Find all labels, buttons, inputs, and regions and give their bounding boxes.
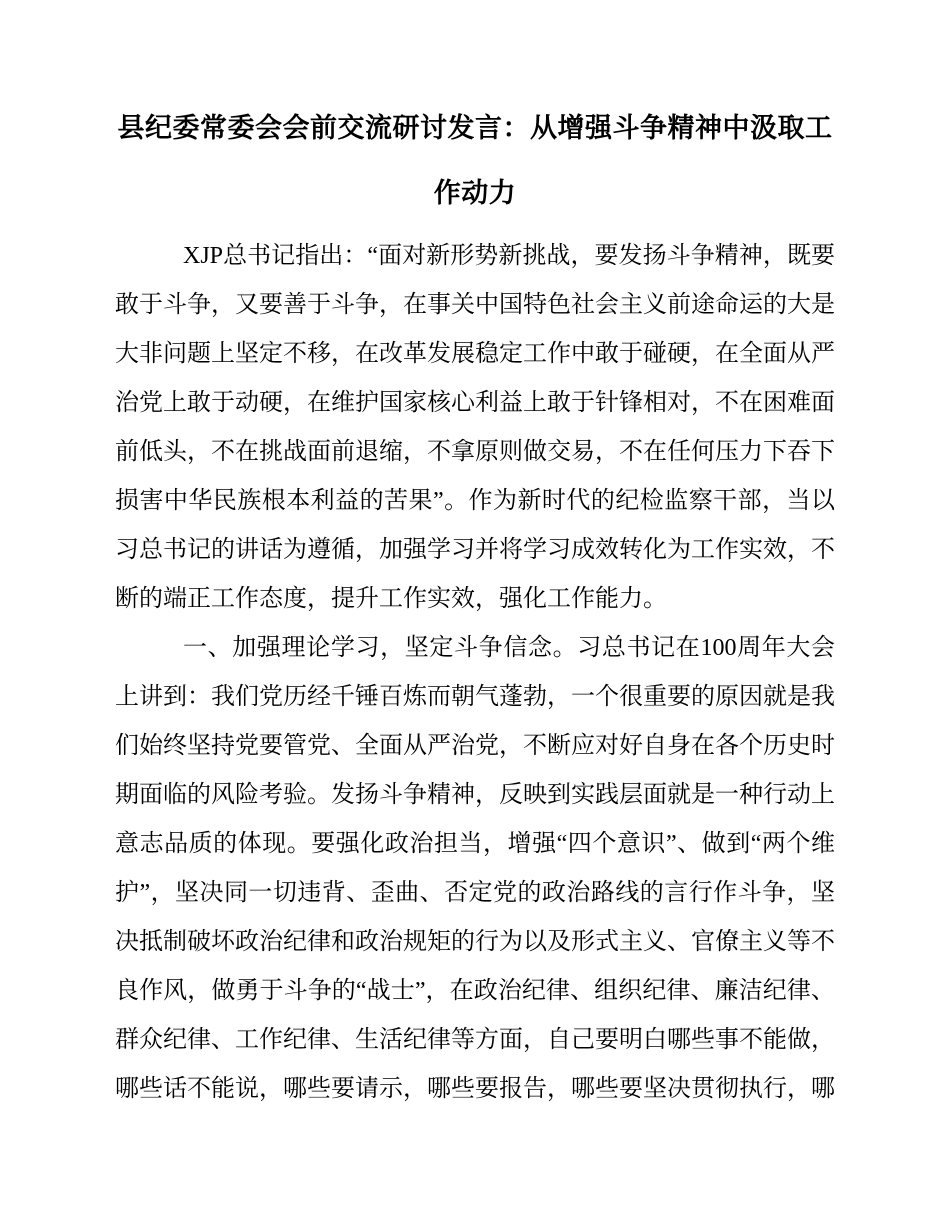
document-title: 县纪委常委会会前交流研讨发言：从增强斗争精神中汲取工作动力 (117, 113, 833, 208)
paragraph-intro: XJP总书记指出：“面对新形势新挑战，要发扬斗争精神，既要敢于斗争，又要善于斗争，在事关中国特色社会主义前途命运的大是大非问题上坚定不移，在改革发展稳定工作中敢于碰硬，在全面从严治党上敢于动硬，在维护国家核心利益上敢于针锋相对，不在困难面前低头，不在挑战面前退缩，不拿原则做交易，不在任何压力下吞下损害中华民族根本利益的苦果”。作为新时代的纪检监察干部，当以习总书记的讲话为遵循，加强学习并将学习成效转化为工作实效，不断的端正工作态度，提升工作实效，强化工作能力。 (115, 243, 835, 612)
paragraph-section-one: 一、加强理论学习，坚定斗争信念。习总书记在100周年大会上讲到：我们党历经千锤百炼而朝气蓬勃，一个很重要的原因就是我们始终坚持党要管党、全面从严治党，不断应对好自身在各个历史时期面临的风险考验。发扬斗争精神，反映到实践层面就是一种行动上意志品质的体现。要强化政治担当，增强“四个意识”、做到“两个维护”，坚决同一切违背、歪曲、否定党的政治路线的言行作斗争，坚决抵制破坏政治纪律和政治规矩的行为以及形式主义、官僚主义等不良作风，做勇于斗争的“战士”，在政治纪律、组织纪律、廉洁纪律、群众纪律、工作纪律、生活纪律等方面，自己要明白哪些事不能做，哪些话不能说，哪些要请示，哪些要报告，哪些要坚决贯彻执行，哪 (115, 635, 835, 1102)
